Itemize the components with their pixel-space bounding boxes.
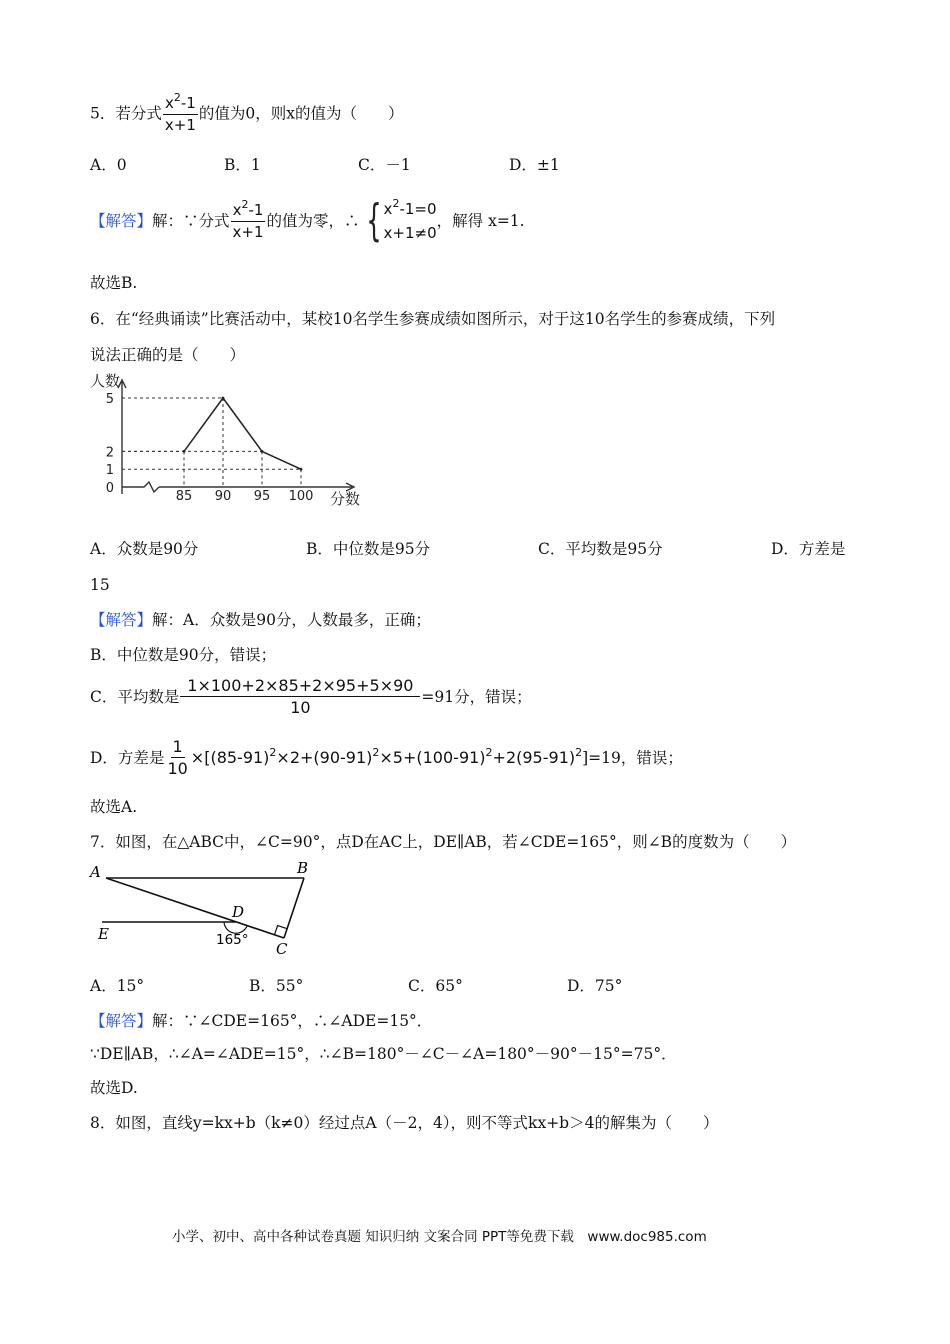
q6-mean-fraction: $\frac{1\times 100+2\times 85+2\times 95+5\times 90}{10}$: [180, 676, 420, 717]
data-point: [261, 450, 264, 453]
q7-option-b: B．55°: [249, 977, 304, 995]
q6-stem-line2: 说法正确的是（ ）: [90, 346, 246, 364]
y-tick-label: 1: [105, 463, 114, 479]
y-tick-label: 2: [105, 445, 114, 461]
q5-prefix: 5．若分式: [90, 104, 162, 123]
answer-tag: 【解答】: [90, 611, 153, 629]
q6-line-chart: [84, 370, 374, 510]
footer-text: 小学、初中、高中各种试卷真题 知识归纳 文案合同 PPT等免费下载 www.doc985.com: [172, 1229, 707, 1245]
q5-answer-fraction: $\frac{x^2-1}{x+1}$: [232, 197, 264, 241]
x-axis-title: 分数: [330, 490, 361, 508]
q6-answer-b: B．中位数是90分，错误；: [90, 646, 277, 664]
y-tick-label: 5: [105, 392, 114, 407]
q5-suffix: 的值为0，则x的值为（ ）: [198, 104, 404, 123]
origin-label: 0: [105, 481, 114, 496]
q8-stem: 8．如图，直线y=kx+b（k≠0）经过点A（－2，4），则不等式kx+b＞4的解集为（ ）: [90, 1114, 719, 1132]
x-tick-label: 85: [175, 489, 193, 504]
answer-tag: 【解答】: [90, 212, 153, 230]
q5-answer: 【解答】 解：∵分式 $\frac{x^2-1}{x+1}$ 的值为零，∴ { $x^2-1=0$ x+1≠0 ，解得 x=1.: [90, 195, 525, 246]
data-point: [222, 397, 225, 400]
data-point: [300, 468, 303, 471]
q6-option-a: A．众数是90分: [90, 540, 199, 558]
segment-ac: [106, 878, 284, 938]
q6-option-d-wrap: 15: [90, 576, 110, 594]
data-point: [183, 450, 186, 453]
q5-fraction: $\frac{x^2-1}{x+1}$: [164, 91, 196, 134]
label-d: D: [232, 903, 245, 921]
label-e: E: [98, 925, 109, 943]
q6-answer-d: D．方差是 $\frac{1}{10}$ $\times[(85-91)^2\times 2+(90-91)^2\times 5+(100-91)^2+2(95-91)^2$ ]=19，错误；: [90, 737, 683, 778]
angle-165-label: 165°: [216, 932, 249, 948]
q7-option-d: D．75°: [567, 977, 623, 995]
series-segment: [262, 451, 301, 469]
y-axis-title: 人数: [90, 372, 121, 390]
q7-option-a: A．15°: [90, 977, 145, 995]
q6-conclusion: 故选A.: [90, 798, 138, 816]
q7-stem: 7．如图，在△ABC中，∠C=90°，点D在AC上，DE∥AB，若∠CDE=165°，则∠B的度数为（ ）: [90, 833, 797, 851]
q6-answer-a: 【解答】解：A．众数是90分，人数最多，正确；: [90, 611, 431, 629]
q5-option-b: B．1: [224, 156, 261, 174]
q5-equation-system: { $x^2-1=0$ x+1≠0: [365, 195, 437, 246]
segment-bc: [284, 878, 304, 938]
q6-answer-c: C．平均数是 $\frac{1\times 100+2\times 85+2\times 95+5\times 90}{10}$ =91分，错误；: [90, 676, 532, 717]
label-a: A: [90, 863, 101, 881]
q7-option-c: C．65°: [408, 977, 463, 995]
q5-option-c: C．－1: [358, 156, 411, 174]
q7-answer-2: ∵DE∥AB，∴∠A=∠ADE=15°，∴∠B=180°－∠C－∠A=180°－90°－15°=75°．: [90, 1045, 677, 1063]
q7-triangle-figure: [86, 858, 326, 958]
series-segment: [184, 398, 223, 451]
label-c: C: [276, 940, 288, 958]
chart-plot-area: [90, 372, 360, 508]
q5-conclusion: 故选B.: [90, 274, 138, 292]
answer-tag: 【解答】: [90, 1012, 153, 1030]
q6-stem-line1: 6．在“经典诵读”比赛活动中，某校10名学生参赛成绩如图所示，对于这10名学生的参赛成绩，下列: [90, 310, 776, 328]
q6-option-c: C．平均数是95分: [538, 540, 663, 558]
q5-option-a: A．0: [90, 156, 127, 174]
q6-option-b: B．中位数是95分: [306, 540, 431, 558]
x-tick-label: 90: [214, 489, 232, 504]
q7-answer-1: 【解答】解：∵∠CDE=165°，∴∠ADE=15°．: [90, 1012, 433, 1030]
q5-option-d: D．±1: [509, 156, 560, 174]
q6-option-d: D．方差是: [771, 540, 846, 558]
x-axis-break: [122, 482, 159, 492]
label-b: B: [297, 859, 309, 877]
series-segment: [223, 398, 262, 451]
q7-conclusion: 故选D.: [90, 1079, 138, 1097]
q5-stem: [90, 91, 404, 135]
q6-variance-expression: $\times[(85-91)^2\times 2+(90-91)^2\times 5+(100-91)^2+2(95-91)^2$: [190, 745, 583, 767]
q6-variance-fraction: $\frac{1}{10}$: [167, 737, 188, 778]
x-tick-label: 95: [253, 489, 271, 504]
x-tick-label: 100: [288, 489, 314, 504]
